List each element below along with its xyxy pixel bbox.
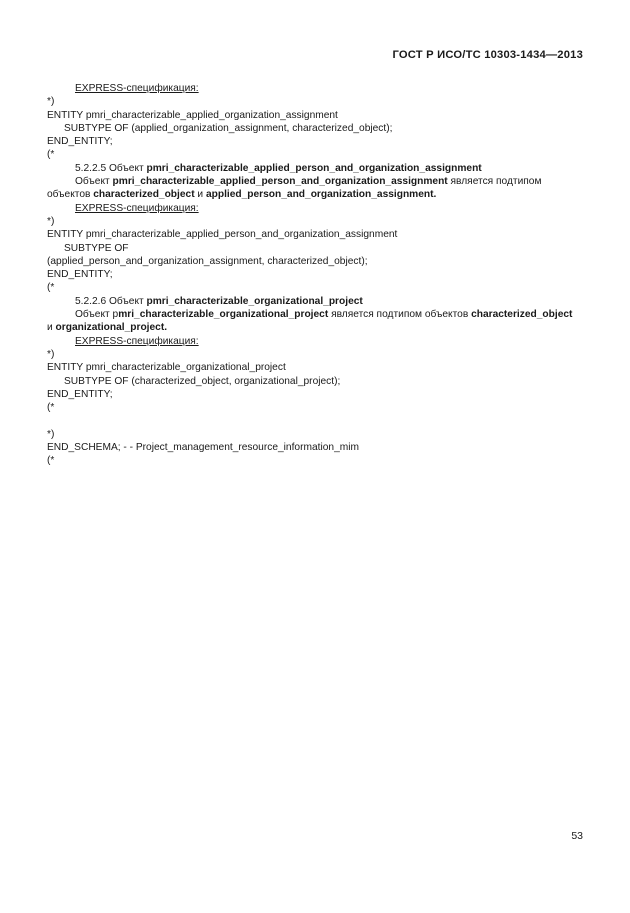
comment-open: (*: [47, 402, 55, 414]
section-number: 5.2.2.5 Объект: [75, 162, 147, 174]
section-description-line: [47, 175, 587, 188]
section-number: 5.2.2.6 Объект: [75, 295, 147, 307]
end-entity: END_ENTITY;: [47, 269, 113, 281]
section-heading-5225: [47, 162, 587, 175]
entity-declaration: ENTITY pmri_characterizable_applied_person_and_organization_assignment: [47, 229, 398, 241]
subtype-declaration: SUBTYPE OF (applied_organization_assignment, characterized_object);: [64, 122, 393, 134]
supertype-name: characterized_object: [471, 309, 573, 321]
document-header: ГОСТ Р ИСО/ТС 10303-1434—2013: [392, 49, 583, 61]
section-description-line: [47, 308, 587, 321]
comment-close: *): [47, 348, 55, 360]
comment-open: (*: [47, 455, 55, 467]
express-spec-label: [47, 335, 587, 348]
end-schema: END_SCHEMA; - - Project_management_resource_information_mim: [47, 442, 359, 454]
express-spec-label: [47, 82, 587, 95]
document-body: [47, 82, 587, 468]
section-heading-5226: [47, 295, 587, 308]
desc-entity-name: mri_characterizable_organizational_project: [118, 309, 329, 321]
section-entity-name: pmri_characterizable_applied_person_and_organization_assignment: [146, 162, 482, 174]
comment-close: *): [47, 215, 55, 227]
desc-middle: является подтипом объектов: [328, 309, 472, 321]
desc-entity-name: pmri_characterizable_applied_person_and_organization_assignment: [112, 176, 448, 188]
comment-close: *): [47, 96, 55, 108]
desc-middle: является подтипом: [447, 176, 542, 188]
section-description-line: [47, 188, 587, 201]
desc-prefix: Объект: [75, 176, 113, 188]
express-spec-label-text: EXPRESS-спецификация:: [75, 202, 199, 214]
subtype-declaration: SUBTYPE OF (characterized_object, organizational_project);: [64, 375, 341, 387]
comment-open: (*: [47, 149, 55, 161]
end-entity: END_ENTITY;: [47, 136, 113, 148]
conjunction: и: [194, 189, 206, 201]
end-entity: END_ENTITY;: [47, 388, 113, 400]
supertype-name: organizational_project.: [55, 322, 168, 334]
desc-prefix: и: [47, 322, 56, 334]
desc-prefix: объектов: [47, 189, 94, 201]
page-number: 53: [571, 830, 583, 842]
comment-close: *): [47, 428, 55, 440]
express-spec-label-text: EXPRESS-спецификация:: [75, 335, 199, 347]
desc-prefix: Объект р: [75, 309, 119, 321]
express-spec-label-text: EXPRESS-спецификация:: [75, 83, 199, 94]
section-description-line: [47, 321, 587, 334]
entity-declaration: ENTITY pmri_characterizable_applied_organization_assignment: [47, 109, 338, 121]
comment-open: (*: [47, 282, 55, 294]
subtype-declaration: SUBTYPE OF: [64, 242, 129, 254]
section-entity-name: pmri_characterizable_organizational_project: [146, 295, 363, 307]
blank-line: [47, 414, 587, 427]
subtype-arguments: (applied_person_and_organization_assignment, characterized_object);: [47, 255, 368, 267]
express-spec-label: [47, 202, 587, 215]
supertype-name: characterized_object: [93, 189, 195, 201]
supertype-name: applied_person_and_organization_assignment.: [205, 189, 437, 201]
entity-declaration: ENTITY pmri_characterizable_organizational_project: [47, 362, 286, 374]
